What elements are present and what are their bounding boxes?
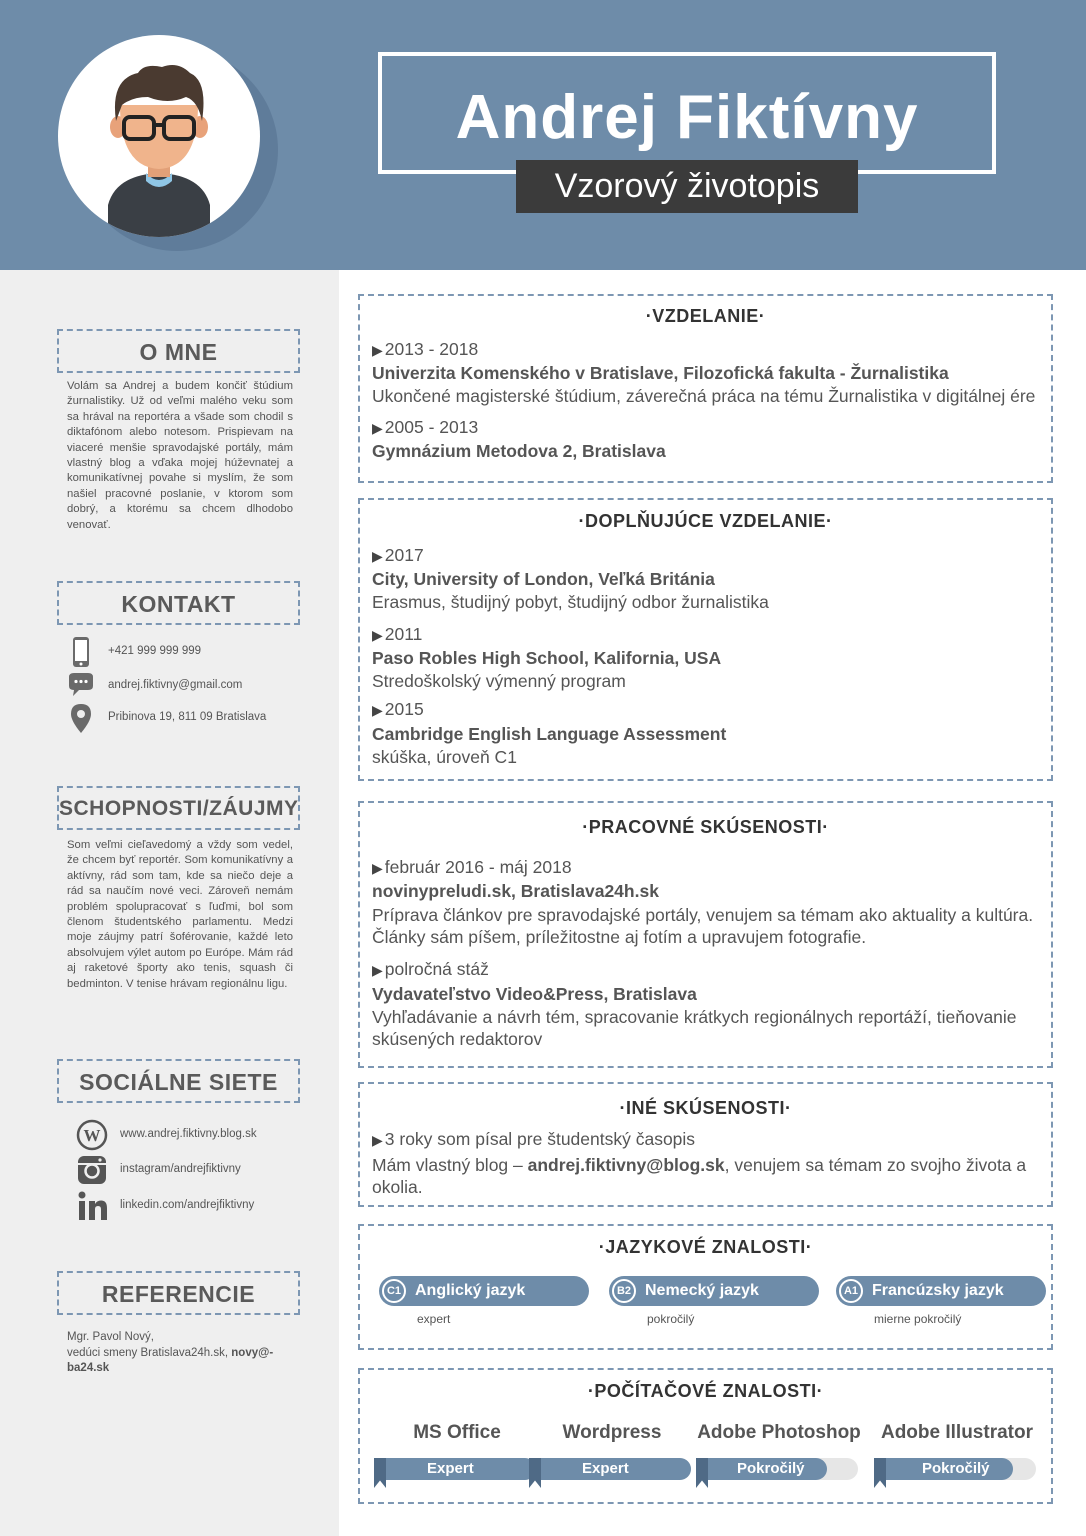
skill-ms-office bbox=[372, 1422, 542, 1482]
computer-title: ·POČÍTAČOVÉ ZNALOSTI· bbox=[587, 1381, 824, 1401]
reference-role bbox=[67, 1346, 293, 1377]
language-french bbox=[836, 1276, 1046, 1326]
other-section bbox=[358, 1082, 1053, 1207]
location-pin-icon bbox=[66, 703, 96, 733]
education-section bbox=[358, 294, 1053, 483]
skill-name: MS Office bbox=[413, 1422, 501, 1443]
references-heading: REFERENCIE bbox=[57, 1271, 300, 1315]
skill-level: Pokročilý bbox=[737, 1460, 805, 1477]
languages-title: ·JAZYKOVÉ ZNALOSTI· bbox=[598, 1237, 813, 1257]
reference-text bbox=[67, 1330, 293, 1377]
skill-wordpress bbox=[527, 1422, 697, 1482]
triangle-icon: ▶ bbox=[372, 627, 383, 643]
phone-number: +421 999 999 999 bbox=[108, 645, 202, 657]
phone-icon bbox=[66, 637, 96, 667]
triangle-icon: ▶ bbox=[372, 342, 383, 358]
chat-icon bbox=[66, 671, 96, 701]
language-level-badge: B2 bbox=[612, 1279, 636, 1303]
instagram-link[interactable]: instagram/andrejfiktivny bbox=[120, 1163, 241, 1175]
work-section bbox=[358, 801, 1053, 1068]
other-date: ▶ 3 roky som písal pre študentský časopis bbox=[372, 1129, 696, 1149]
skill-name: Adobe Photoshop bbox=[697, 1422, 861, 1443]
social-heading: SOCIÁLNE SIETE bbox=[57, 1059, 300, 1103]
extra-education-desc-3: skúška, úroveň C1 bbox=[372, 747, 517, 767]
about-text: Volám sa Andrej a budem končiť štúdium žurnalistiky. Už od veľmi malého veku som sa hrával na reportéra a všade som chodil s diktafónom alebo notesom. Prispievam na viaceré menšie spravodajské portály, mám vlastný blog a vďaka mojej húževnatej a komunikatívnej povahe si myslím, že som našiel pracovné poslanie, v ktorom som dobrý, a ktorému sa chcem dlhodobo venovať. bbox=[67, 380, 293, 531]
skill-ribbon bbox=[874, 1458, 886, 1488]
extra-education-title: ·DOPLŇUJÚCE VZDELANIE· bbox=[578, 511, 833, 531]
triangle-icon: ▶ bbox=[372, 1132, 383, 1148]
language-level: pokročilý bbox=[647, 1312, 695, 1326]
education-date-1: ▶ 2013 - 2018 bbox=[372, 339, 479, 359]
extra-education-school-2: Paso Robles High School, Kalifornia, USA bbox=[372, 648, 722, 668]
skill-name: Wordpress bbox=[562, 1422, 662, 1443]
work-title: ·PRACOVNÉ SKÚSENOSTI· bbox=[582, 817, 829, 837]
reference-role-text: vedúci smeny Bratislava24h.sk, bbox=[67, 1346, 232, 1359]
skill-ribbon bbox=[374, 1458, 386, 1488]
about-heading: O MNE bbox=[57, 329, 300, 373]
language-name: Francúzsky jazyk bbox=[872, 1282, 1004, 1299]
skill-photoshop bbox=[694, 1422, 864, 1482]
extra-education-date-1: ▶ 2017 bbox=[372, 545, 424, 565]
skills-heading: SCHOPNOSTI/ZÁUJMY bbox=[57, 786, 300, 830]
svg-text:W: W bbox=[83, 1126, 101, 1145]
name-box bbox=[378, 52, 996, 174]
header bbox=[0, 0, 1086, 270]
skill-level: Pokročilý bbox=[922, 1460, 990, 1477]
blog-link[interactable]: www.andrej.fiktivny.blog.sk bbox=[120, 1128, 257, 1140]
extra-education-date-2: ▶ 2011 bbox=[372, 624, 423, 644]
skill-illustrator bbox=[872, 1422, 1042, 1482]
wordpress-icon bbox=[76, 1119, 108, 1151]
education-date-2: ▶ 2005 - 2013 bbox=[372, 417, 479, 437]
reference-name: Mgr. Pavol Nový, bbox=[67, 1331, 154, 1343]
education-school-2: Gymnázium Metodova 2, Bratislava bbox=[372, 441, 666, 461]
triangle-icon: ▶ bbox=[372, 548, 383, 564]
work-company-2: Vydavateľstvo Video&Press, Bratislava bbox=[372, 984, 697, 1004]
skill-name: Adobe Illustrator bbox=[880, 1422, 1033, 1443]
extra-education-section bbox=[358, 498, 1053, 781]
triangle-icon: ▶ bbox=[372, 860, 383, 876]
triangle-icon: ▶ bbox=[372, 420, 383, 436]
skill-ribbon bbox=[696, 1458, 708, 1488]
language-name: Nemecký jazyk bbox=[645, 1282, 759, 1299]
extra-education-desc-1: Erasmus, študijný pobyt, študijný odbor žurnalistika bbox=[372, 592, 769, 612]
language-level: mierne pokročilý bbox=[874, 1312, 962, 1326]
language-english bbox=[379, 1276, 589, 1326]
other-desc: Mám vlastný blog – andrej.fiktivny@blog.sk, venujem sa témam zo svojho života a okolia. bbox=[372, 1155, 1027, 1197]
education-desc-1: Ukončené magisterské štúdium, záverečná práca na tému Žurnalistika v digitálnej ére bbox=[372, 386, 1036, 406]
postal-address: Pribinova 19, 811 09 Bratislava bbox=[108, 711, 267, 723]
education-school-1: Univerzita Komenského v Bratislave, Filozofická fakulta - Žurnalistika bbox=[372, 363, 949, 383]
other-title: ·INÉ SKÚSENOSTI· bbox=[619, 1098, 792, 1118]
computer-section bbox=[358, 1368, 1053, 1504]
contact-heading: KONTAKT bbox=[57, 581, 300, 625]
work-date-1: ▶ február 2016 - máj 2018 bbox=[372, 857, 572, 877]
email-address[interactable]: andrej.fiktivny@gmail.com bbox=[108, 679, 243, 691]
work-desc-2: Vyhľadávanie a návrh tém, spracovanie krátkych regionálnych reportáží, tieňovanie skúsených redaktorov bbox=[372, 1007, 1017, 1049]
extra-education-school-1: City, University of London, Veľká Británia bbox=[372, 569, 715, 589]
language-name: Anglický jazyk bbox=[415, 1282, 526, 1299]
linkedin-link[interactable]: linkedin.com/andrejfiktivny bbox=[120, 1199, 255, 1211]
work-desc-1: Príprava článkov pre spravodajské portály, venujem sa témam ako aktuality a kultúra. Články sám píšem, príležitostne aj fotím a upravujem fotografie. bbox=[372, 905, 1034, 947]
linkedin-icon bbox=[76, 1190, 108, 1222]
language-level: expert bbox=[417, 1312, 451, 1326]
blog-email[interactable]: andrej.fiktivny@blog.sk bbox=[527, 1155, 725, 1175]
full-name: Andrej Fiktívny bbox=[455, 83, 919, 152]
language-level-badge: A1 bbox=[839, 1279, 863, 1303]
instagram-icon bbox=[76, 1154, 108, 1186]
skill-level: Expert bbox=[427, 1460, 474, 1477]
language-level-badge: C1 bbox=[382, 1279, 406, 1303]
extra-education-school-3: Cambridge English Language Assessment bbox=[372, 724, 727, 744]
work-date-2: ▶ polročná stáž bbox=[372, 959, 489, 979]
skill-level: Expert bbox=[582, 1460, 629, 1477]
languages-section bbox=[358, 1224, 1053, 1350]
reference-email[interactable]: novy@-ba24.sk bbox=[67, 1346, 274, 1374]
extra-education-date-3: ▶ 2015 bbox=[372, 699, 424, 719]
triangle-icon: ▶ bbox=[372, 702, 383, 718]
extra-education-desc-2: Stredoškolský výmenný program bbox=[372, 671, 626, 691]
avatar bbox=[58, 35, 260, 237]
skills-text: Som veľmi cieľavedomý a vždy som vedel, že chcem byť reportér. Som komunikatívny a aktívny, rád som tam, kde sa niečo deje a rád sa naučím nové veci. Zároveň nemám problém spolupracovať s ľuďmi, bol som členom študentského parlamentu. Medzi moje záujmy patrí šoférovanie, každé leto absolvujem výlet autom po Európe. Mám rád aj raketové športy ako tenis, squash či bedminton. V tenise hrávam regionálnu ligu. bbox=[67, 839, 293, 990]
education-title: ·VZDELANIE· bbox=[645, 306, 766, 326]
language-german bbox=[609, 1276, 819, 1326]
avatar-illustration bbox=[58, 35, 260, 237]
triangle-icon: ▶ bbox=[372, 962, 383, 978]
work-company-1: novinypreludi.sk, Bratislava24h.sk bbox=[372, 881, 659, 901]
subtitle: Vzorový životopis bbox=[516, 160, 858, 213]
skill-ribbon bbox=[529, 1458, 541, 1488]
